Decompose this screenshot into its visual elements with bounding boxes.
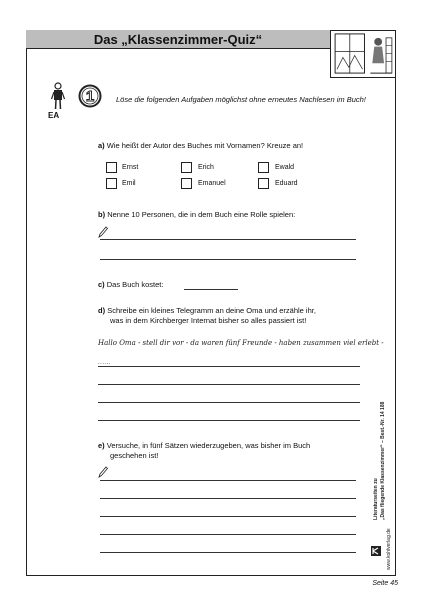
mode-label: EA <box>48 111 60 120</box>
question-b <box>98 210 295 220</box>
option-label: Erich <box>198 164 214 171</box>
question-e <box>98 441 310 451</box>
question-e-text-2: geschehen ist! <box>110 451 159 460</box>
question-d-label: d) <box>98 306 106 315</box>
writing-line[interactable] <box>100 498 356 499</box>
option-label: Emanuel <box>198 180 226 187</box>
question-c <box>98 280 163 290</box>
sidebar-series: Literaturseiten zu <box>373 478 379 520</box>
svg-text:1: 1 <box>85 88 95 105</box>
question-d-text-1: Schreibe ein kleines Telegramm an deine Oma und erzähle ihr, <box>107 306 316 315</box>
pencil-icon <box>98 466 108 478</box>
writing-line[interactable] <box>98 384 360 385</box>
question-c-text: Das Buch kostet: <box>106 280 164 289</box>
pencil-icon <box>98 226 108 238</box>
task-number-icon <box>78 84 102 108</box>
writing-line[interactable] <box>100 259 356 260</box>
question-c-label: c) <box>98 280 105 289</box>
checkbox-ernst[interactable] <box>106 162 117 173</box>
task-instruction: Löse die folgenden Aufgaben möglichst ohne erneutes Nachlesen im Buch! <box>116 95 366 104</box>
question-a <box>98 141 303 151</box>
question-e-text-1: Versuche, in fünf Sätzen wiederzugeben, was bisher im Buch <box>106 441 311 450</box>
start-dots: ...... <box>98 360 112 366</box>
question-b-text: Nenne 10 Personen, die in dem Buch eine Rolle spielen: <box>107 210 296 219</box>
price-answer-line[interactable] <box>184 289 238 290</box>
writing-line[interactable] <box>100 552 356 553</box>
writing-line[interactable] <box>100 516 356 517</box>
writing-line[interactable] <box>100 480 356 481</box>
kohl-logo-icon <box>370 545 382 557</box>
option-label: Emil <box>122 180 136 187</box>
option-label: Ewald <box>275 164 295 171</box>
classroom-illustration-icon <box>330 30 396 78</box>
person-icon <box>51 82 65 110</box>
checkbox-emil[interactable] <box>106 178 117 189</box>
writing-line[interactable] <box>100 239 356 240</box>
writing-line[interactable] <box>98 402 360 403</box>
telegram-example: Hallo Oma - stell dir vor - da waren fünf Freunde - haben zusammen viel erlebt - <box>98 339 384 347</box>
sidebar-order-number: „Das fliegende Klassenzimmer“ – Best.-Nr. 14 188 <box>380 401 386 520</box>
page-title: Das „Klassenzimmer-Quiz“ <box>93 32 263 47</box>
page-number: Seite 45 <box>372 580 398 587</box>
question-a-text: Wie heißt der Autor des Buches mit Vornamen? Kreuze an! <box>106 141 304 150</box>
sidebar-publisher: www.kohlverlag.de <box>386 528 392 570</box>
checkbox-erich[interactable] <box>181 162 192 173</box>
question-a-label: a) <box>98 141 105 150</box>
page-frame <box>26 30 396 576</box>
option-label: Eduard <box>275 180 298 187</box>
question-d-text-2: was in dem Kirchberger Internat bisher so alles passiert ist! <box>110 316 307 325</box>
checkbox-ewald[interactable] <box>258 162 269 173</box>
checkbox-emanuel[interactable] <box>181 178 192 189</box>
option-label: Ernst <box>122 164 139 171</box>
question-b-label: b) <box>98 210 106 219</box>
checkbox-eduard[interactable] <box>258 178 269 189</box>
question-d <box>98 306 316 316</box>
question-e-label: e) <box>98 441 105 450</box>
writing-line[interactable] <box>98 420 360 421</box>
writing-line[interactable] <box>98 366 360 367</box>
writing-line[interactable] <box>100 534 356 535</box>
